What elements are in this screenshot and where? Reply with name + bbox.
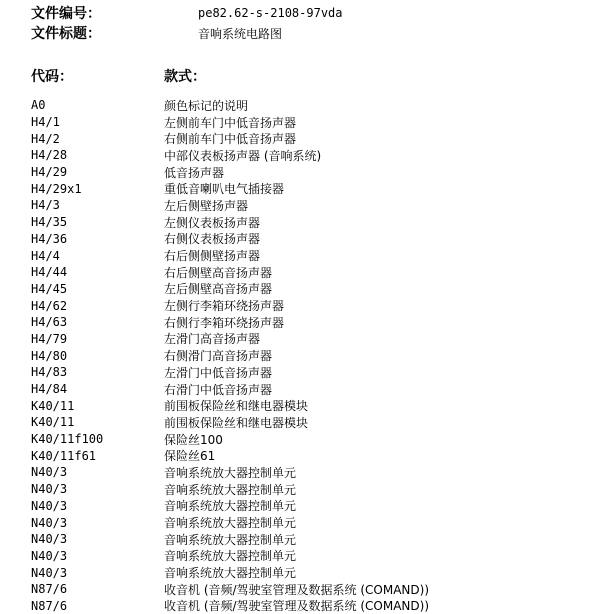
list-item (31, 598, 601, 614)
component-description: 左后侧壁扬声器 (164, 198, 249, 213)
component-description: 左侧仪表板扬声器 (164, 215, 261, 230)
list-item (31, 581, 601, 598)
component-code: H4/29 (31, 165, 68, 180)
component-code: N40/3 (31, 532, 68, 547)
component-code: H4/36 (31, 231, 68, 246)
list-item (31, 498, 601, 515)
component-code: N40/3 (31, 498, 68, 513)
component-code: K40/11 (31, 398, 75, 413)
list-item (31, 281, 601, 298)
list-item (31, 114, 601, 131)
component-code: H4/29x1 (31, 181, 82, 196)
code-column-header: 代码： (31, 69, 73, 85)
list-item (31, 548, 601, 565)
list-item (31, 397, 601, 414)
component-description: 左后侧壁高音扬声器 (164, 282, 273, 297)
file-title-row (31, 24, 282, 42)
component-description: 音响系统放大器控制单元 (164, 532, 297, 547)
file-number-label: 文件编号： (31, 6, 101, 22)
component-description: 音响系统放大器控制单元 (164, 482, 297, 497)
list-item (31, 447, 601, 464)
component-description: 右侧前车门中低音扬声器 (164, 132, 297, 147)
component-description: 低音扬声器 (164, 165, 225, 180)
component-description: 音响系统放大器控制单元 (164, 566, 297, 581)
component-list (31, 97, 601, 614)
component-code: H4/1 (31, 115, 60, 130)
component-description: 左侧行李箱环绕扬声器 (164, 299, 285, 314)
list-item (31, 264, 601, 281)
component-code: A0 (31, 98, 46, 113)
component-code: K40/11f100 (31, 432, 104, 447)
file-number-row (31, 4, 343, 22)
list-item (31, 130, 601, 147)
component-description: 收音机 (音频/驾驶室管理及数据系统 (COMAND)) (164, 582, 430, 597)
component-code: H4/28 (31, 148, 68, 163)
component-code: H4/2 (31, 131, 60, 146)
list-item (31, 97, 601, 114)
list-item (31, 514, 601, 531)
component-description: 前围板保险丝和继电器模块 (164, 415, 309, 430)
list-item (31, 381, 601, 398)
component-code: K40/11 (31, 415, 75, 430)
component-code: H4/62 (31, 298, 68, 313)
component-code: N87/6 (31, 598, 68, 613)
component-description: 音响系统放大器控制单元 (164, 549, 297, 564)
component-description: 左滑门高音扬声器 (164, 332, 261, 347)
component-description: 保险丝61 (164, 449, 216, 464)
component-code: H4/4 (31, 248, 60, 263)
list-item (31, 180, 601, 197)
column-headers (31, 67, 206, 85)
component-code: H4/3 (31, 198, 60, 213)
list-item (31, 297, 601, 314)
list-item (31, 247, 601, 264)
component-description: 前围板保险丝和继电器模块 (164, 399, 309, 414)
file-title-value: 音响系统电路图 (198, 26, 283, 41)
style-column-header: 款式： (164, 69, 206, 85)
component-code: N40/3 (31, 515, 68, 530)
list-item (31, 481, 601, 498)
component-description: 收音机 (音频/驾驶室管理及数据系统 (COMAND)) (164, 599, 430, 614)
component-description: 右侧仪表板扬声器 (164, 232, 261, 247)
component-description: 音响系统放大器控制单元 (164, 465, 297, 480)
component-code: H4/45 (31, 281, 68, 296)
component-description: 重低音喇叭电气插接器 (164, 182, 285, 197)
component-code: H4/44 (31, 265, 68, 280)
list-item (31, 231, 601, 248)
list-item (31, 531, 601, 548)
component-description: 保险丝100 (164, 432, 223, 447)
component-code: H4/63 (31, 315, 68, 330)
list-item (31, 147, 601, 164)
component-code: N87/6 (31, 582, 68, 597)
component-code: H4/80 (31, 348, 68, 363)
component-description: 音响系统放大器控制单元 (164, 516, 297, 531)
component-code: H4/79 (31, 331, 68, 346)
list-item (31, 364, 601, 381)
component-description: 右滑门中低音扬声器 (164, 382, 273, 397)
component-description: 右后侧壁高音扬声器 (164, 265, 273, 280)
component-code: N40/3 (31, 548, 68, 563)
list-item (31, 164, 601, 181)
component-code: K40/11f61 (31, 448, 97, 463)
list-item (31, 414, 601, 431)
list-item (31, 564, 601, 581)
list-item (31, 331, 601, 348)
component-description: 左侧前车门中低音扬声器 (164, 115, 297, 130)
list-item (31, 314, 601, 331)
component-description: 颜色标记的说明 (164, 98, 249, 113)
component-code: H4/35 (31, 215, 68, 230)
component-code: H4/84 (31, 382, 68, 397)
list-item (31, 347, 601, 364)
component-code: N40/3 (31, 465, 68, 480)
component-code: N40/3 (31, 482, 68, 497)
component-description: 右侧滑门高音扬声器 (164, 349, 273, 364)
list-item (31, 214, 601, 231)
list-item (31, 197, 601, 214)
file-title-label: 文件标题： (31, 26, 101, 42)
component-description: 右后侧侧壁扬声器 (164, 249, 261, 264)
list-item (31, 464, 601, 481)
component-description: 左滑门中低音扬声器 (164, 365, 273, 380)
list-item (31, 431, 601, 448)
component-code: H4/83 (31, 365, 68, 380)
component-description: 音响系统放大器控制单元 (164, 499, 297, 514)
component-code: N40/3 (31, 565, 68, 580)
component-description: 右侧行李箱环绕扬声器 (164, 315, 285, 330)
component-description: 中部仪表板扬声器 (音响系统) (164, 148, 322, 163)
file-number-value: pe82.62-s-2108-97vda (198, 6, 343, 20)
